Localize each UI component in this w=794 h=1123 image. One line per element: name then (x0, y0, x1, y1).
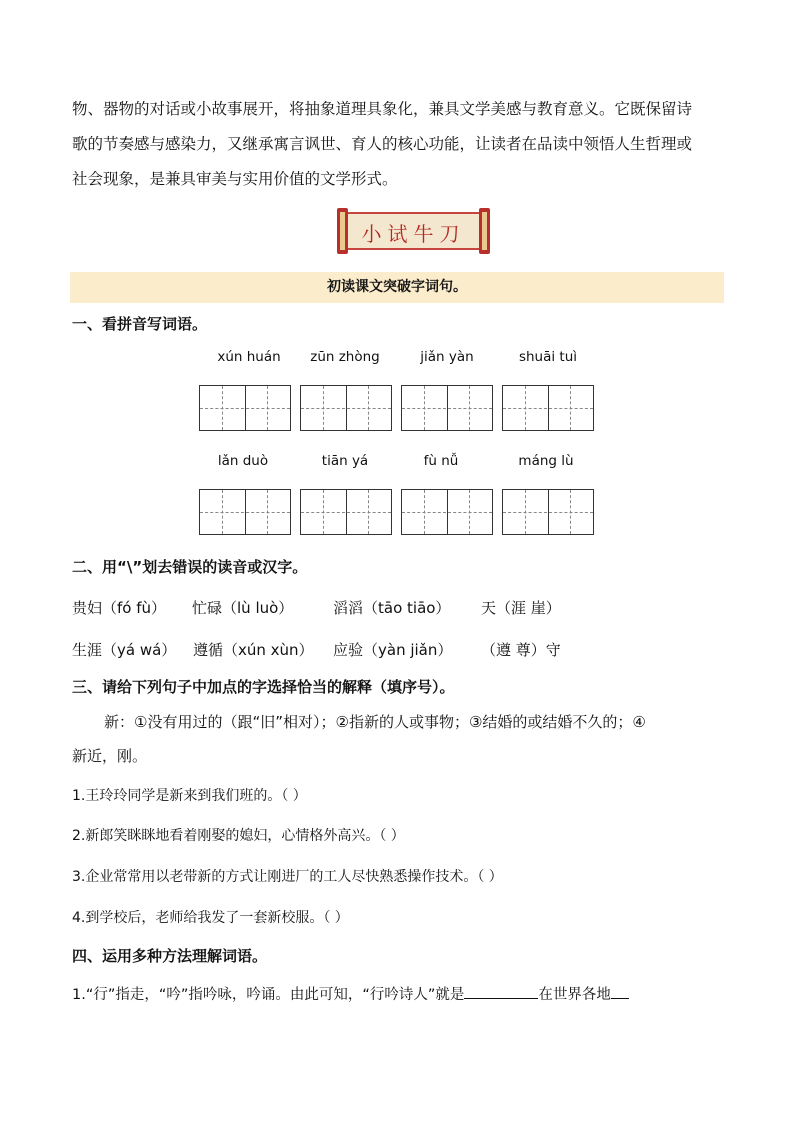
scroll-left-cap (337, 208, 348, 254)
correction-item: 滔滔（tāo tiāo） (333, 599, 451, 617)
writing-box[interactable] (401, 385, 493, 431)
correction-item: 天（涯 崖） (481, 599, 561, 617)
answer-blank[interactable] (611, 984, 629, 999)
writing-box[interactable] (502, 385, 594, 431)
question-text: 在世界各地 (538, 987, 611, 1003)
pinyin-label: jiǎn yàn (420, 349, 474, 365)
pinyin-label: máng lù (518, 453, 574, 469)
writing-box[interactable] (199, 385, 291, 431)
definition-line: 新：①没有用过的（跟“旧”相对）；②指新的人或事物；③结婚的或结婚不久的；④ (104, 713, 646, 731)
correction-item: 贵妇（fó fù） (72, 599, 167, 617)
definition-line: 新近，刚。 (72, 747, 148, 765)
pinyin-label: tiān yá (321, 453, 369, 469)
question-item (72, 983, 629, 1004)
writing-box[interactable] (199, 489, 291, 535)
section-bar (70, 272, 724, 303)
question-item: 3.企业常常用以老带新的方式让刚进厂的工人尽快熟悉操作技术。（ ） (72, 869, 503, 885)
part1-title: 一、看拼音写词语。 (72, 315, 208, 333)
correction-item: 忙碌（lù luò） (192, 599, 294, 617)
pinyin-label: fù nǚ (423, 453, 459, 469)
correction-item: （遵 尊）守 (481, 641, 561, 659)
pinyin-label: shuāi tuì (518, 349, 578, 365)
question-item: 4.到学校后，老师给我发了一套新校服。（ ） (72, 910, 349, 926)
pinyin-label: xún huán (217, 349, 281, 365)
part2-title: 二、用“\”划去错误的读音或汉字。 (72, 558, 308, 576)
intro-line: 物、器物的对话或小故事展开，将抽象道理具象化，兼具文学美感与教育意义。它既保留诗 (72, 100, 693, 118)
intro-line: 社会现象，是兼具审美与实用价值的文学形式。 (72, 170, 398, 188)
question-item: 2.新郎笑眯眯地看着刚娶的媳妇，心情格外高兴。（ ） (72, 828, 405, 844)
scroll-right-cap (479, 208, 490, 254)
section-bar-label: 初读课文突破字词句。 (327, 279, 467, 295)
writing-box[interactable] (502, 489, 594, 535)
banner-label: 小试牛刀 (361, 222, 466, 246)
question-item: 1.王玲玲同学是新来到我们班的。（ ） (72, 788, 307, 804)
correction-item: 遵循（xún xùn） (193, 641, 314, 659)
part3-title: 三、请给下列句子中加点的字选择恰当的解释（填序号）。 (72, 678, 455, 696)
writing-box[interactable] (300, 385, 392, 431)
answer-blank[interactable] (464, 984, 538, 999)
part4-title: 四、运用多种方法理解词语。 (72, 947, 268, 965)
writing-box[interactable] (401, 489, 493, 535)
correction-item: 应验（yàn jiǎn） (333, 641, 453, 659)
intro-paragraph (72, 92, 722, 197)
correction-item: 生涯（yá wá） (72, 641, 177, 659)
question-text: 1.“行”指走，“吟”指吟咏，吟诵。由此可知，“行吟诗人”就是 (72, 987, 465, 1003)
section-banner (337, 208, 490, 254)
scroll-body (348, 212, 479, 250)
intro-line: 歌的节奏感与感染力，又继承寓言讽世、育人的核心功能，让读者在品读中领悟人生哲理或 (72, 135, 693, 153)
writing-box[interactable] (300, 489, 392, 535)
pinyin-label: zūn zhòng (310, 349, 380, 365)
pinyin-label: lǎn duò (217, 453, 269, 469)
